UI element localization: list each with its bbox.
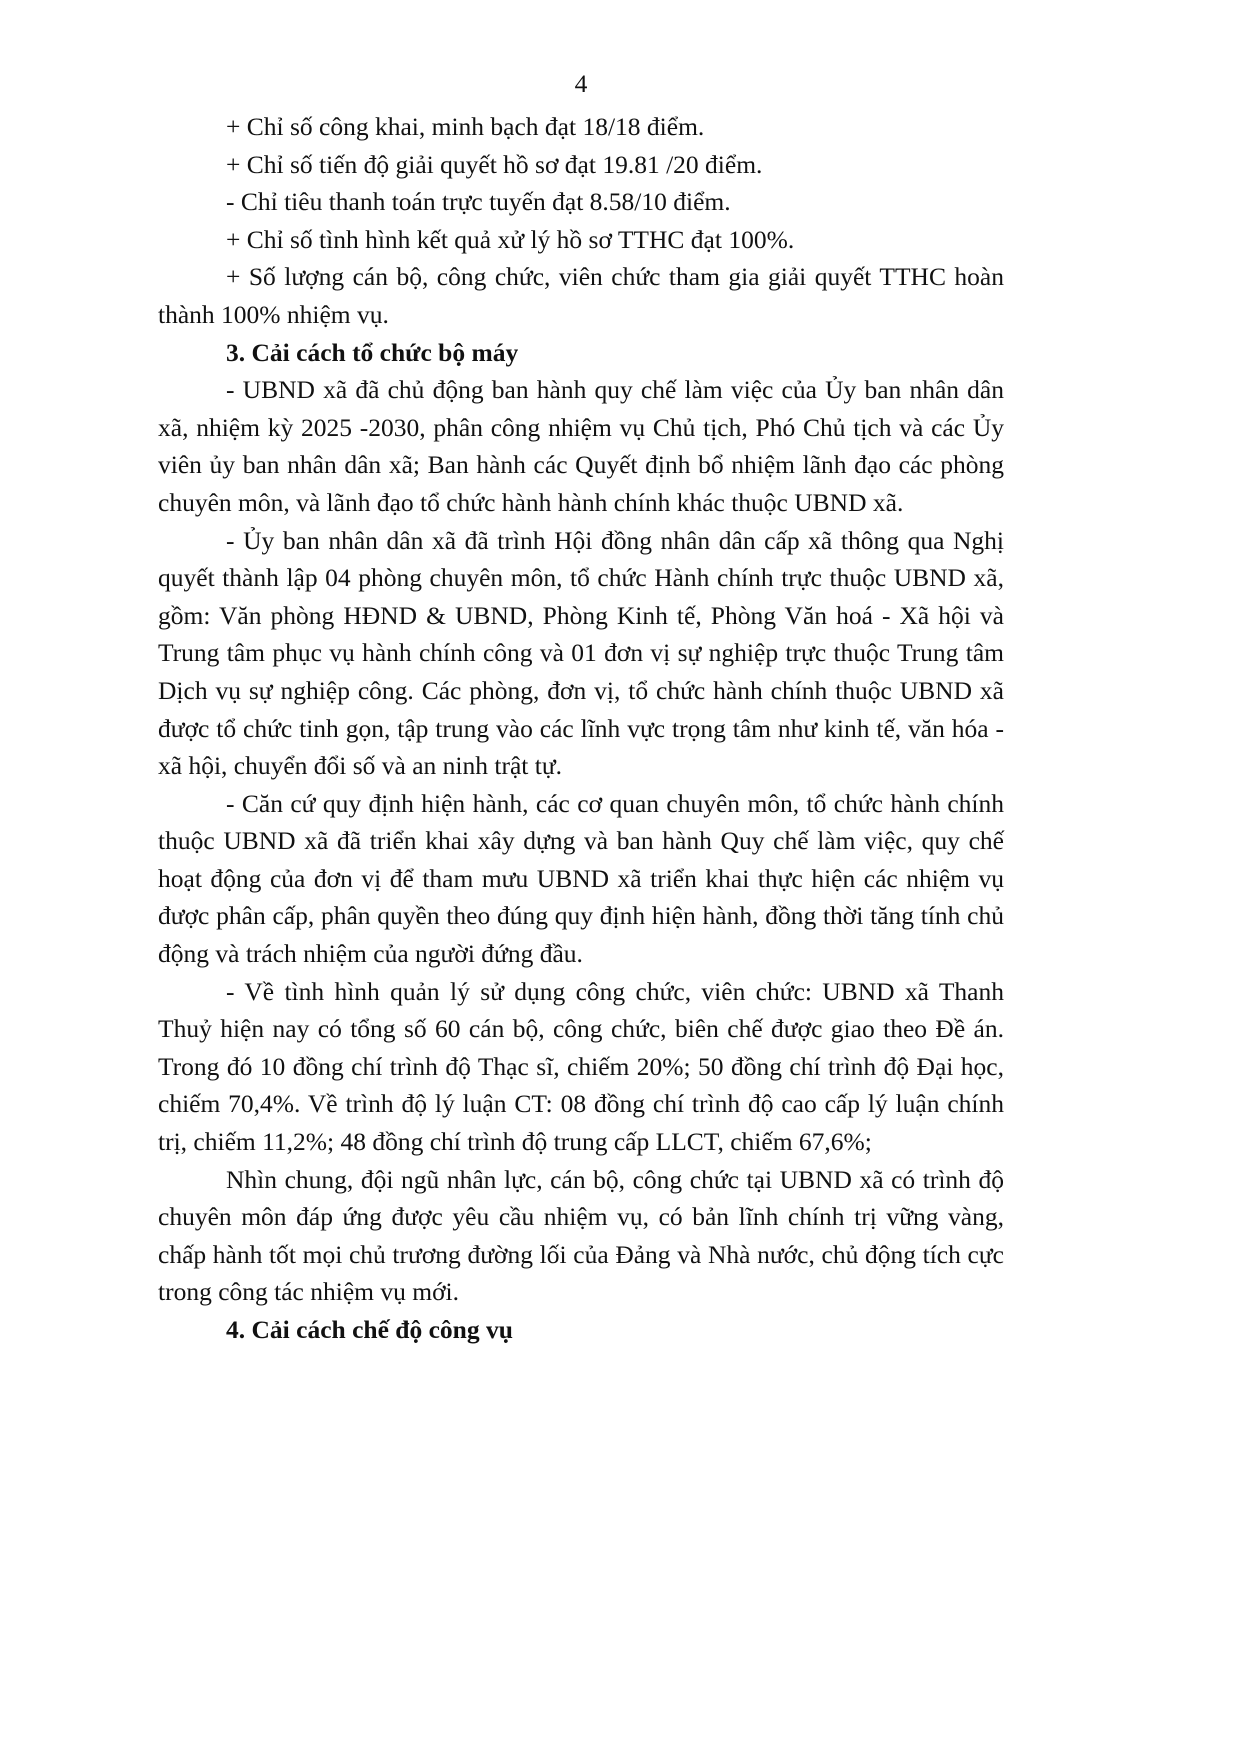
paragraph-overall-assessment: Nhìn chung, đội ngũ nhân lực, cán bộ, công chức tại UBND xã có trình độ chuyên môn đáp ứng được yêu cầu nhiệm vụ, có bản lĩnh chính trị vững vàng, chấp hành tốt mọi chủ trương đường lối của Đảng và Nhà nước, chủ động tích cực trong công tác nhiệm vụ mới. [158,1164,1004,1307]
section-heading-3: 3. Cải cách tổ chức bộ máy [226,337,519,367]
paragraph-processing-result-index: + Chỉ số tình hình kết quả xử lý hồ sơ TTHC đạt 100%. [226,224,795,254]
paragraph-online-payment-target: - Chỉ tiêu thanh toán trực tuyến đạt 8.58/10 điểm. [226,187,731,217]
section-heading-4: 4. Cải cách chế độ công vụ [226,1315,513,1344]
paragraph-public-transparency-index: + Chỉ số công khai, minh bạch đạt 18/18 điểm. [226,112,705,141]
paragraph-processing-progress-index: + Chỉ số tiến độ giải quyết hồ sơ đạt 19.81 /20 điểm. [226,149,763,179]
document-page [158,64,1004,1349]
page-number: 4 [574,69,588,98]
paragraph-operating-regulations: - Căn cứ quy định hiện hành, các cơ quan chuyên môn, tổ chức hành chính thuộc UBND xã đã triển khai xây dựng và ban hành Quy chế làm việc, quy chế hoạt động của đơn vị để tham mưu UBND xã triển khai thực hiện các nhiệm vụ được phân cấp, phân quyền theo đúng quy định hiện hành, đồng thời tăng tính chủ động và trách nhiệm của người đứng đầu. [158,788,1004,969]
paragraph-departments-establishment: - Ủy ban nhân dân xã đã trình Hội đồng nhân dân cấp xã thông qua Nghị quyết thành lập 04 phòng chuyên môn, tổ chức Hành chính trực thuộc UBND xã, gồm: Văn phòng HĐND & UBND, Phòng Kinh tế, Phòng Văn hoá - Xã hội và Trung tâm phục vụ hành chính công và 01 đơn vị sự nghiệp trực thuộc Trung tâm Dịch vụ sự nghiệp công. Các phòng, đơn vị, tổ chức hành chính thuộc UBND xã được tổ chức tinh gọn, tập trung vào các lĩnh vực trọng tâm như kinh tế, văn hóa - xã hội, chuyển đổi số và an ninh trật tự. [158,525,1004,781]
paragraph-working-regulations: - UBND xã đã chủ động ban hành quy chế làm việc của Ủy ban nhân dân xã, nhiệm kỳ 2025 -2030, phân công nhiệm vụ Chủ tịch, Phó Chủ tịch và các Ủy viên ủy ban nhân dân xã; Ban hành các Quyết định bổ nhiệm lãnh đạo các phòng chuyên môn, và lãnh đạo tổ chức hành hành chính khác thuộc UBND xã. [158,375,1004,517]
paragraph-staff-management: - Về tình hình quản lý sử dụng công chức, viên chức: UBND xã Thanh Thuỷ hiện nay có tổng số 60 cán bộ, công chức, biên chế được giao theo Đề án. Trong đó 10 đồng chí trình độ Thạc sĩ, chiếm 20%; 50 đồng chí trình độ Đại học, chiếm 70,4%. Về trình độ lý luận CT: 08 đồng chí trình độ cao cấp lý luận chính trị, chiếm 11,2%; 48 đồng chí trình độ trung cấp LLCT, chiếm 67,6%; [158,976,1004,1157]
paragraph-staff-completion: + Số lượng cán bộ, công chức, viên chức tham gia giải quyết TTHC hoàn thành 100% nhiệm vụ. [158,262,1004,329]
